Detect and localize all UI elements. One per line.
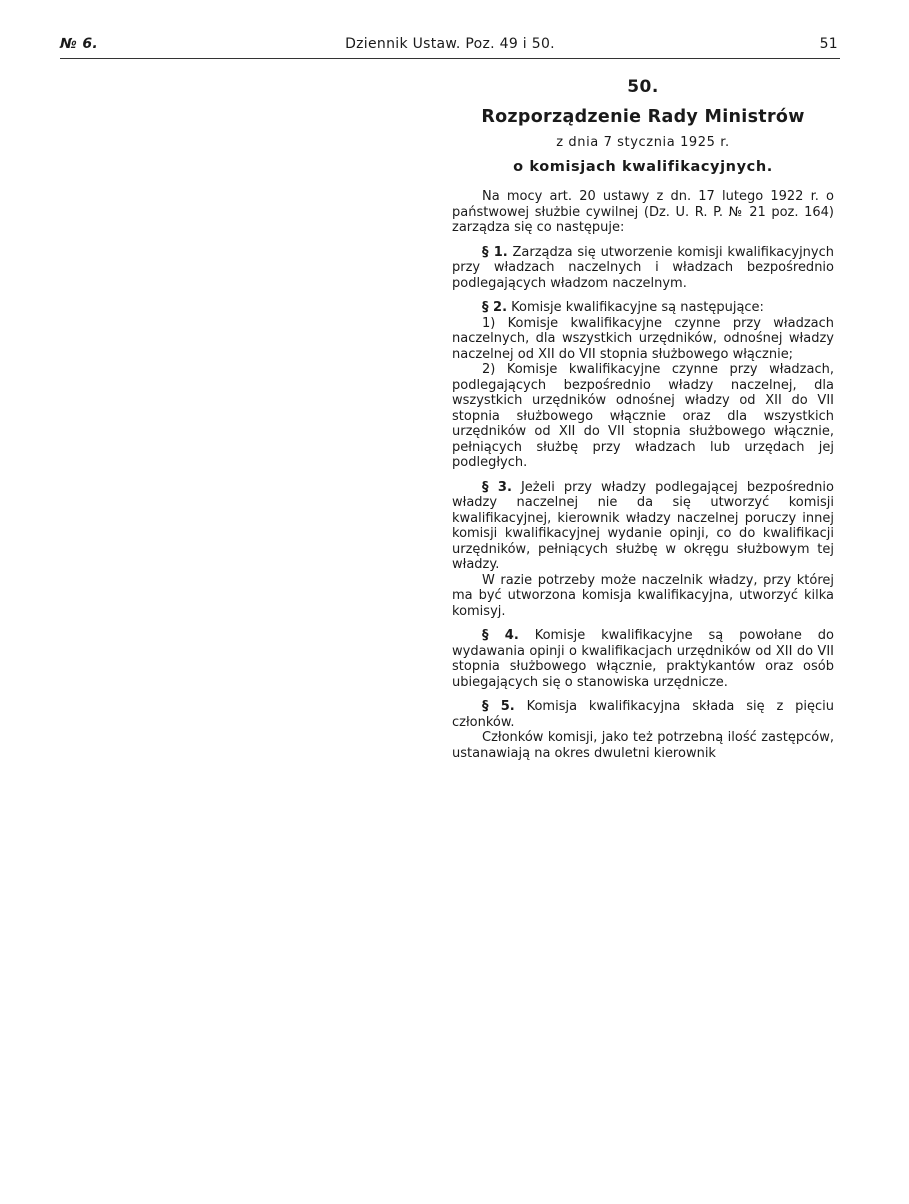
section-5-paragraph-2: Członków komisji, jako też potrzebną ilość zastępców, ustanawiają na okres dwuletni kierownik [452, 730, 834, 761]
preamble: Na mocy art. 20 ustawy z dn. 17 lutego 1922 r. o państwowej służbie cywilnej (Dz. U. R. P. № 21 poz. 164) zarządza się co następuje: [452, 189, 834, 235]
page-number: 51 [819, 36, 838, 52]
section-text: Zarządza się utworzenie komisji kwalifikacyjnych przy władzach naczelnych i władzach bezpośrednio podlegających władzom naczelnym. [452, 244, 835, 291]
section-text: Komisje kwalifikacyjne są powołane do wydawania opinji o kwalifikacjach urzędników od XII do VII stopnia służbowego włącznie, praktykantów oraz osób ubiegających się o stanowiska urzędnicze. [452, 628, 834, 690]
section-2 [452, 300, 834, 316]
section-mark: § 4. [482, 628, 519, 643]
issue-number: № 6. [60, 36, 98, 52]
act-number: 50. [627, 77, 659, 97]
section-5 [452, 699, 834, 730]
page-header [60, 36, 840, 58]
section-mark: § 2. [482, 300, 508, 315]
section-3-paragraph-2: W razie potrzeby może naczelnik władzy, przy której ma być utworzona komisja kwalifikacyjna, utworzyć kilka komisyj. [452, 572, 834, 619]
section-2-item-1: 1) Komisje kwalifikacyjne czynne przy władzach naczelnych, dla wszystkich urzędników, odnośnej władzy naczelnej od XII do VII stopnia służbowego włącznie; [452, 315, 834, 362]
section-text: Jeżeli przy władzy podlegającej bezpośrednio władzy naczelnej nie da się utworzyć komisji kwalifikacyjnej, kierownik władzy naczelnej poruczy innej komisji kwalifikacyjnej wydanie opinji, co do kwalifikacji urzędników, pełniących służbę w okręgu służbowym tej władzy. [452, 479, 834, 572]
section-text: Komisja kwalifikacyjna składa się z pięciu członków. [452, 699, 834, 730]
section-mark: § 3. [482, 479, 512, 495]
header-rule [60, 58, 840, 59]
section-mark: § 5. [482, 699, 515, 714]
act-subject: o komisjach kwalifikacyjnych. [513, 158, 773, 175]
act-date: z dnia 7 stycznia 1925 r. [556, 135, 730, 150]
section-mark: § 1. [482, 244, 508, 260]
act-title: Rozporządzenie Rady Ministrów [481, 106, 805, 127]
journal-title: Dziennik Ustaw. Poz. 49 i 50. [345, 36, 555, 52]
section-3 [452, 480, 834, 573]
text-column [452, 77, 835, 761]
section-text: Komisje kwalifikacyjne są następujące: [507, 300, 764, 315]
section-1 [452, 245, 834, 292]
section-2-item-2: 2) Komisje kwalifikacyjne czynne przy władzach, podlegających bezpośrednio władzy naczelnej, dla wszystkich urzędników odnośnej władzy od XII do VII stopnia służbowego włącznie oraz dla wszystkich urzędników od XII do VII stopnia służbowego włącznie, pełniących służbę przy władzach lub urzędach jej podległych. [452, 362, 834, 470]
section-4 [452, 628, 834, 690]
